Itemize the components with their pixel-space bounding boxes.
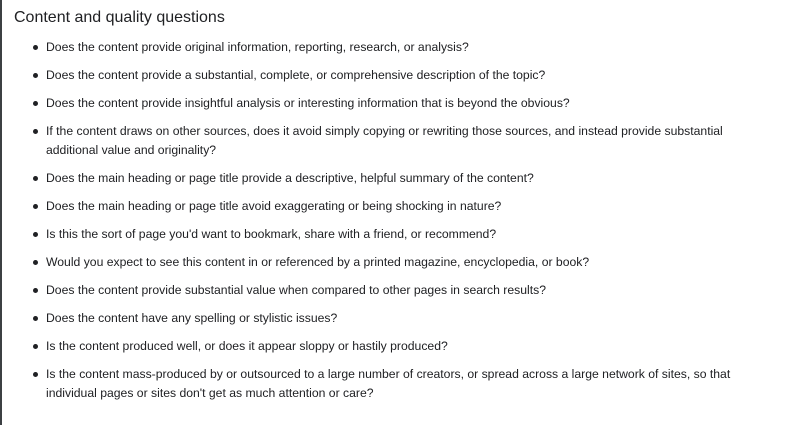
- list-item: [2, 281, 772, 300]
- bullet-icon: [33, 260, 38, 265]
- list-item-text: Is this the sort of page you'd want to bookmark, share with a friend, or recommend?: [46, 227, 497, 241]
- bullet-icon: [33, 176, 38, 181]
- list-item: [2, 253, 772, 272]
- list-item-text: Does the content provide substantial value when compared to other pages in search results?: [46, 283, 546, 297]
- list-item-text: Does the content provide original information, reporting, research, or analysis?: [46, 40, 469, 54]
- list-item: [2, 197, 772, 216]
- list-item-text: Does the main heading or page title provide a descriptive, helpful summary of the content?: [46, 171, 534, 185]
- bullet-icon: [33, 45, 38, 50]
- bullet-icon: [33, 316, 38, 321]
- bullet-icon: [33, 288, 38, 293]
- list-item-text: If the content draws on other sources, does it avoid simply copying or rewriting those sources, and instead provide substantial additional value and originality?: [46, 124, 723, 157]
- bullet-icon: [33, 73, 38, 78]
- list-item: [2, 169, 772, 188]
- list-item-text: Would you expect to see this content in or referenced by a printed magazine, encyclopedia, or book?: [46, 255, 590, 269]
- list-item: [2, 66, 772, 85]
- list-item: [2, 38, 772, 57]
- list-item-text: Does the main heading or page title avoid exaggerating or being shocking in nature?: [46, 199, 502, 213]
- questions-list: [2, 38, 772, 412]
- list-item-text: Does the content have any spelling or stylistic issues?: [46, 311, 338, 325]
- list-item-text: Does the content provide a substantial, complete, or comprehensive description of the topic?: [46, 68, 546, 82]
- list-item-text: Does the content provide insightful analysis or interesting information that is beyond the obvious?: [46, 96, 570, 110]
- bullet-icon: [33, 101, 38, 106]
- list-item-text: Is the content produced well, or does it appear sloppy or hastily produced?: [46, 339, 448, 353]
- bullet-icon: [33, 344, 38, 349]
- list-item: [2, 337, 772, 356]
- bullet-icon: [33, 232, 38, 237]
- list-item: [2, 309, 772, 328]
- list-item: [2, 225, 772, 244]
- bullet-icon: [33, 129, 38, 134]
- bullet-icon: [33, 372, 38, 377]
- section-heading: Content and quality questions: [14, 9, 225, 26]
- list-item: [2, 94, 772, 113]
- list-item-text: Is the content mass-produced by or outsourced to a large number of creators, or spread across a large network of sites, so that individual pages or sites don't get as much attention or care?: [46, 367, 731, 400]
- list-item: [2, 122, 772, 160]
- bullet-icon: [33, 204, 38, 209]
- list-item: [2, 365, 772, 403]
